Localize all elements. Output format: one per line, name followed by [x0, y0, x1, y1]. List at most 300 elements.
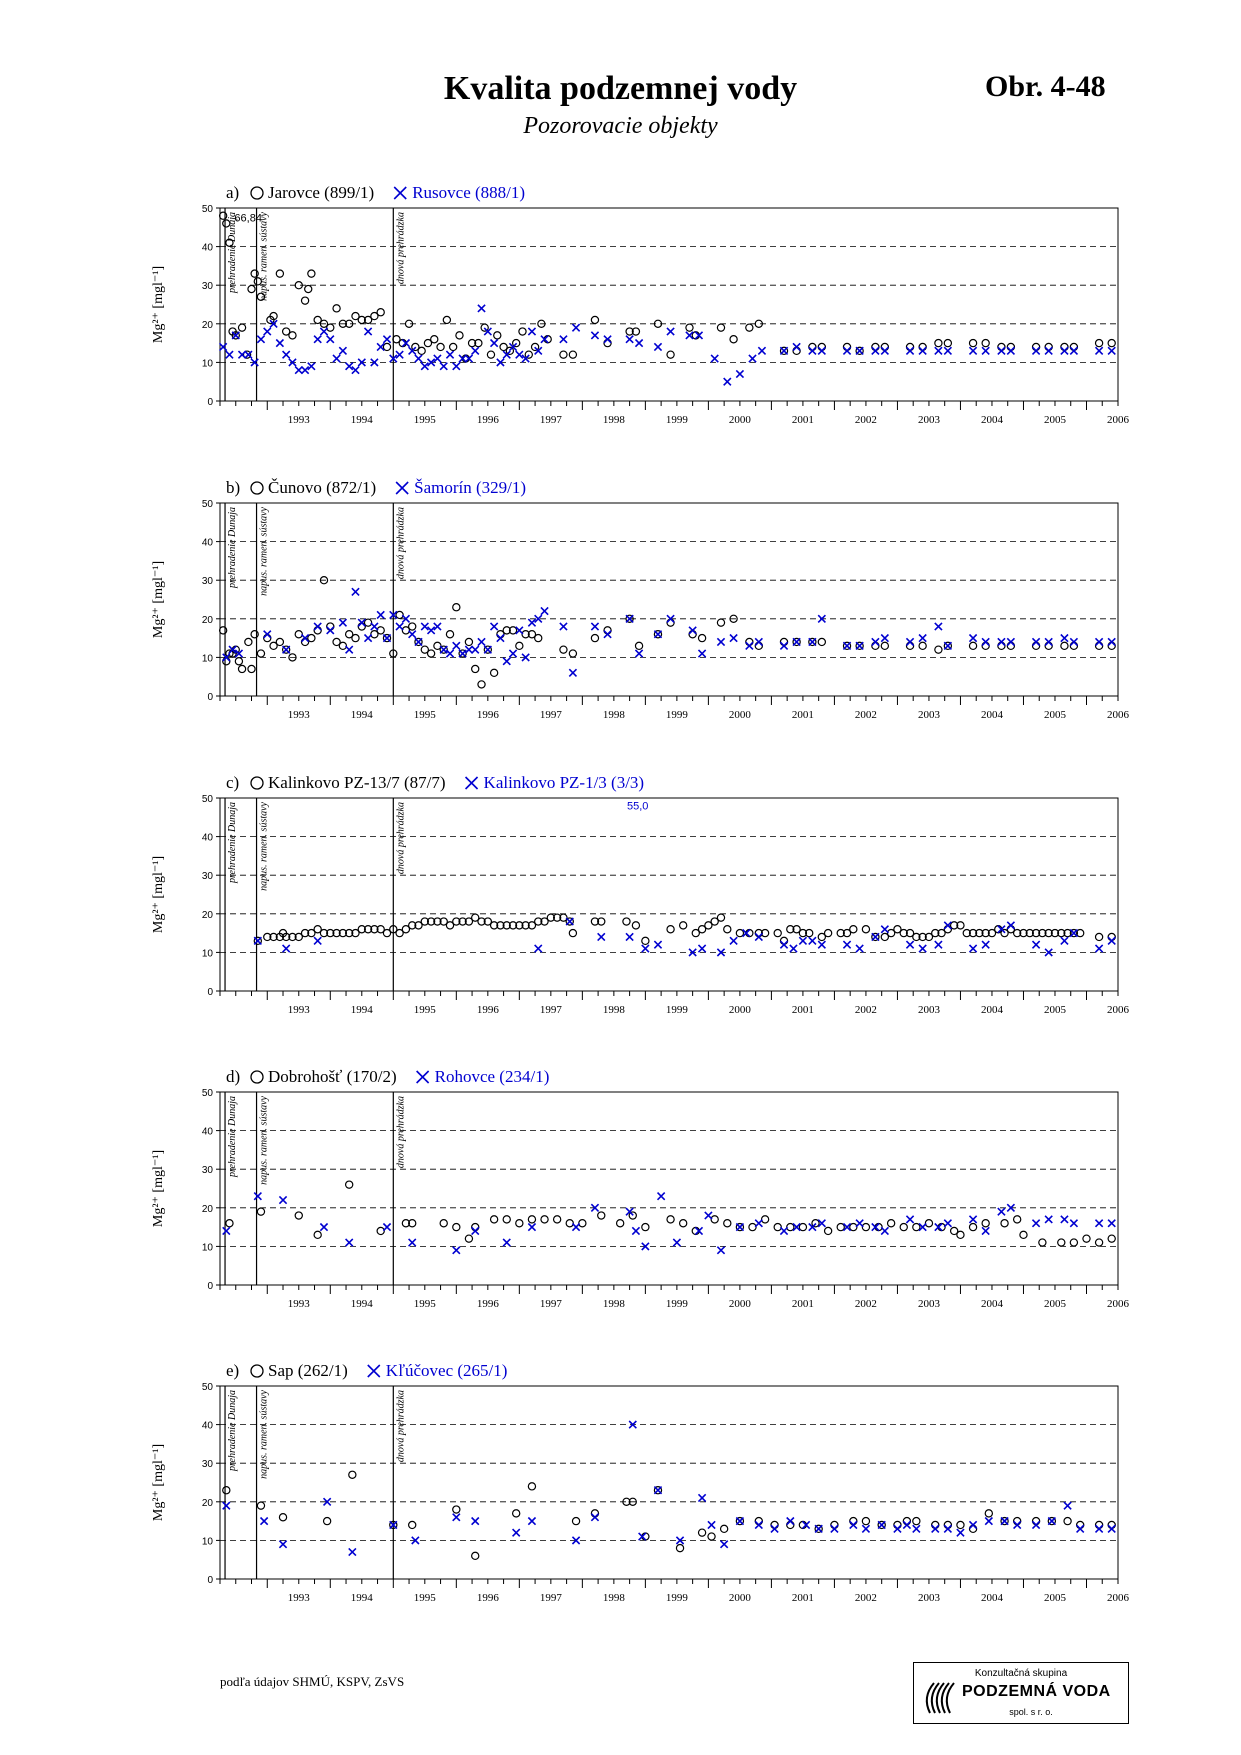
- data-point-x: [396, 351, 403, 358]
- data-point-x: [516, 351, 523, 358]
- data-point-x: [831, 1525, 838, 1532]
- plot-frame: [220, 1092, 1118, 1285]
- data-point-circle: [850, 1518, 857, 1525]
- data-point-circle: [1061, 343, 1068, 350]
- data-point-circle: [944, 1521, 951, 1528]
- data-point-x: [793, 343, 800, 350]
- data-point-x: [1108, 1525, 1115, 1532]
- data-point-x: [598, 933, 605, 940]
- logo-sub-text: spol. s r. o.: [1009, 1707, 1053, 1717]
- data-point-x: [1095, 347, 1102, 354]
- data-point-circle: [535, 635, 542, 642]
- data-point-x: [856, 945, 863, 952]
- data-point-circle: [982, 642, 989, 649]
- y-tick-label: 20: [201, 614, 213, 626]
- data-point-circle: [1007, 642, 1014, 649]
- data-point-x: [440, 646, 447, 653]
- figure-number: Obr. 4-48: [985, 70, 1106, 103]
- data-point-x: [346, 363, 353, 370]
- data-point-circle: [881, 343, 888, 350]
- data-point-circle: [969, 642, 976, 649]
- data-point-circle: [235, 658, 242, 665]
- x-tick-label: 2001: [791, 1298, 814, 1310]
- legend-series-1: Jarovce (899/1): [268, 183, 375, 202]
- data-point-x: [654, 941, 661, 948]
- data-point-x: [535, 945, 542, 952]
- data-point-x: [484, 646, 491, 653]
- legend-series-2: Kľúčovec (265/1): [385, 1361, 508, 1380]
- data-point-circle: [642, 1224, 649, 1231]
- x-tick-label: 1993: [287, 414, 310, 426]
- data-point-x: [339, 347, 346, 354]
- chart-panel-d: [151, 1067, 1130, 1310]
- x-tick-label: 1995: [413, 1592, 436, 1604]
- x-tick-label: 1995: [413, 1004, 436, 1016]
- data-point-circle: [305, 285, 312, 292]
- value-annotation: 66,84: [234, 212, 262, 225]
- data-point-circle: [264, 635, 271, 642]
- data-point-circle: [528, 1216, 535, 1223]
- data-point-circle: [862, 1224, 869, 1231]
- data-point-x: [856, 1220, 863, 1227]
- data-point-circle: [903, 1518, 910, 1525]
- x-tick-label: 2005: [1043, 709, 1066, 721]
- data-point-x: [809, 638, 816, 645]
- data-point-x: [346, 1239, 353, 1246]
- data-point-x: [698, 1494, 705, 1501]
- data-point-circle: [487, 351, 494, 358]
- data-point-circle: [560, 646, 567, 653]
- y-tick-label: 20: [201, 1203, 213, 1215]
- data-point-circle: [1020, 1231, 1027, 1238]
- data-point-circle: [560, 351, 567, 358]
- data-point-circle: [491, 1216, 498, 1223]
- x-tick-label: 1995: [413, 1298, 436, 1310]
- data-point-circle: [957, 1521, 964, 1528]
- data-point-circle: [721, 1525, 728, 1532]
- data-point-x: [635, 650, 642, 657]
- x-tick-label: 1996: [476, 1004, 499, 1016]
- data-point-circle: [226, 1220, 233, 1227]
- panel-label: d): [226, 1067, 241, 1086]
- x-tick-label: 2000: [728, 1298, 751, 1310]
- event-label: dnová prehrádzka: [395, 1096, 407, 1169]
- data-point-circle: [569, 351, 576, 358]
- data-point-x: [472, 1518, 479, 1525]
- x-tick-label: 2001: [791, 1004, 814, 1016]
- data-point-circle: [925, 1220, 932, 1227]
- data-point-circle: [409, 1521, 416, 1528]
- data-point-circle: [598, 1212, 605, 1219]
- data-point-x: [264, 328, 271, 335]
- data-point-x: [906, 638, 913, 645]
- x-tick-label: 1997: [539, 709, 562, 721]
- x-tick-label: 2003: [917, 709, 940, 721]
- data-point-circle: [900, 1224, 907, 1231]
- data-point-x: [635, 340, 642, 347]
- data-point-x: [711, 355, 718, 362]
- data-point-x: [944, 642, 951, 649]
- data-point-x: [352, 588, 359, 595]
- data-point-circle: [591, 316, 598, 323]
- data-point-circle: [1014, 1518, 1021, 1525]
- data-point-x: [872, 933, 879, 940]
- data-point-x: [226, 351, 233, 358]
- data-point-x: [746, 642, 753, 649]
- data-point-circle: [220, 212, 227, 219]
- y-tick-label: 20: [201, 319, 213, 331]
- x-tick-label: 2003: [917, 1298, 940, 1310]
- data-point-circle: [428, 650, 435, 657]
- data-point-x: [257, 336, 264, 343]
- data-point-x: [906, 347, 913, 354]
- data-source-note: podľa údajov SHMÚ, KSPV, ZsVS: [220, 1674, 405, 1689]
- data-point-x: [689, 627, 696, 634]
- data-point-x: [749, 355, 756, 362]
- y-tick-label: 40: [201, 537, 213, 549]
- data-point-circle: [383, 343, 390, 350]
- x-tick-label: 1996: [476, 709, 499, 721]
- data-point-circle: [667, 926, 674, 933]
- data-point-circle: [1095, 1521, 1102, 1528]
- data-point-circle: [850, 926, 857, 933]
- x-tick-label: 2002: [854, 1004, 877, 1016]
- data-point-circle: [708, 1533, 715, 1540]
- data-point-x: [736, 1518, 743, 1525]
- data-point-x: [415, 355, 422, 362]
- y-tick-label: 30: [201, 281, 213, 293]
- data-point-x: [453, 1247, 460, 1254]
- data-point-x: [1007, 638, 1014, 645]
- x-tick-label: 2002: [854, 1298, 877, 1310]
- y-tick-label: 30: [201, 871, 213, 883]
- x-tick-label: 1998: [602, 709, 625, 721]
- data-point-x: [881, 1227, 888, 1234]
- data-point-x: [528, 328, 535, 335]
- legend-series-1: Dobrohošť (170/2): [268, 1067, 397, 1086]
- data-point-x: [1095, 1525, 1102, 1532]
- data-point-x: [944, 347, 951, 354]
- x-tick-label: 2004: [980, 1298, 1003, 1310]
- data-point-x: [472, 646, 479, 653]
- data-point-circle: [604, 340, 611, 347]
- data-point-x: [440, 363, 447, 370]
- data-point-x: [1032, 1220, 1039, 1227]
- data-point-circle: [787, 1224, 794, 1231]
- data-point-circle: [327, 623, 334, 630]
- data-point-x: [626, 933, 633, 940]
- data-point-circle: [642, 937, 649, 944]
- x-tick-label: 2004: [980, 414, 1003, 426]
- data-point-circle: [528, 1483, 535, 1490]
- data-point-circle: [1032, 343, 1039, 350]
- data-point-x: [283, 945, 290, 952]
- data-point-x: [264, 631, 271, 638]
- data-point-x: [1048, 1518, 1055, 1525]
- data-point-circle: [831, 1521, 838, 1528]
- data-point-x: [349, 1548, 356, 1555]
- data-point-circle: [377, 1227, 384, 1234]
- data-point-x: [862, 1525, 869, 1532]
- data-point-circle: [837, 1224, 844, 1231]
- data-point-x: [626, 336, 633, 343]
- data-point-x: [894, 1525, 901, 1532]
- data-point-circle: [1070, 1239, 1077, 1246]
- data-point-circle: [377, 627, 384, 634]
- x-tick-label: 2003: [917, 1004, 940, 1016]
- y-tick-label: 40: [201, 242, 213, 254]
- chart-panel-b: [151, 478, 1130, 721]
- data-point-x: [1095, 945, 1102, 952]
- data-point-x: [935, 941, 942, 948]
- data-point-x: [446, 351, 453, 358]
- value-annotation: 55,0: [627, 800, 649, 813]
- data-point-circle: [888, 1220, 895, 1227]
- x-tick-label: 2002: [854, 709, 877, 721]
- data-point-x: [453, 363, 460, 370]
- x-tick-label: 2001: [791, 709, 814, 721]
- event-label: napus. ramen. sústavy: [258, 1390, 270, 1479]
- data-point-circle: [1039, 1239, 1046, 1246]
- data-point-circle: [1095, 933, 1102, 940]
- data-point-x: [364, 635, 371, 642]
- data-point-x: [434, 623, 441, 630]
- data-point-x: [459, 650, 466, 657]
- data-point-circle: [494, 332, 501, 339]
- data-point-x: [1070, 347, 1077, 354]
- data-point-x: [314, 336, 321, 343]
- data-point-x: [758, 347, 765, 354]
- legend-x-marker: [417, 1071, 429, 1083]
- data-point-circle: [1001, 1220, 1008, 1227]
- data-point-circle: [308, 635, 315, 642]
- data-point-x: [969, 1216, 976, 1223]
- data-point-x: [513, 1529, 520, 1536]
- data-point-x: [982, 1227, 989, 1234]
- data-point-x: [878, 1521, 885, 1528]
- data-point-circle: [604, 627, 611, 634]
- data-point-x: [283, 646, 290, 653]
- x-tick-label: 2004: [980, 709, 1003, 721]
- data-point-circle: [881, 642, 888, 649]
- data-point-x: [818, 941, 825, 948]
- data-point-circle: [913, 1224, 920, 1231]
- data-point-circle: [472, 1224, 479, 1231]
- data-point-circle: [906, 343, 913, 350]
- y-axis-label: Mg²⁺ [mgl⁻¹]: [151, 560, 166, 639]
- chart-panel-a: [151, 183, 1130, 426]
- data-point-circle: [491, 669, 498, 676]
- data-point-circle: [223, 1487, 230, 1494]
- legend-circle-marker: [251, 1365, 263, 1377]
- data-point-x: [736, 370, 743, 377]
- x-tick-label: 2002: [854, 414, 877, 426]
- data-point-x: [238, 351, 245, 358]
- data-point-x: [1064, 1502, 1071, 1509]
- data-point-circle: [251, 631, 258, 638]
- data-point-x: [327, 336, 334, 343]
- x-tick-label: 2000: [728, 1592, 751, 1604]
- data-point-circle: [289, 332, 296, 339]
- data-point-x: [957, 1529, 964, 1536]
- data-point-x: [1001, 1518, 1008, 1525]
- event-label: prehradenie Dunaja: [227, 212, 239, 294]
- data-point-x: [856, 347, 863, 354]
- data-point-x: [932, 1525, 939, 1532]
- data-point-x: [301, 367, 308, 374]
- data-point-circle: [396, 611, 403, 618]
- x-tick-label: 1993: [287, 1004, 310, 1016]
- data-point-circle: [667, 351, 674, 358]
- data-point-x: [982, 941, 989, 948]
- x-tick-label: 2006: [1107, 1592, 1129, 1604]
- data-point-x: [755, 638, 762, 645]
- data-point-circle: [780, 638, 787, 645]
- data-point-x: [1108, 1220, 1115, 1227]
- data-point-x: [566, 918, 573, 925]
- data-point-circle: [935, 340, 942, 347]
- data-point-circle: [969, 340, 976, 347]
- data-point-circle: [453, 1224, 460, 1231]
- data-point-circle: [1108, 933, 1115, 940]
- data-point-circle: [478, 681, 485, 688]
- data-point-x: [569, 669, 576, 676]
- y-tick-label: 10: [201, 358, 213, 370]
- data-point-circle: [541, 1216, 548, 1223]
- data-point-x: [658, 1193, 665, 1200]
- legend-series-2: Rohovce (234/1): [434, 1067, 550, 1086]
- data-point-x: [790, 945, 797, 952]
- data-point-x: [279, 1541, 286, 1548]
- data-point-circle: [352, 635, 359, 642]
- data-point-circle: [635, 642, 642, 649]
- data-point-circle: [566, 1220, 573, 1227]
- data-point-circle: [314, 1231, 321, 1238]
- data-point-circle: [698, 1529, 705, 1536]
- data-point-x: [906, 1216, 913, 1223]
- panel-label: b): [226, 478, 241, 497]
- data-point-circle: [409, 623, 416, 630]
- data-point-circle: [717, 324, 724, 331]
- data-point-circle: [1064, 1518, 1071, 1525]
- data-point-x: [673, 1239, 680, 1246]
- event-label: napus. ramen. sústavy: [258, 802, 270, 891]
- data-point-x: [799, 937, 806, 944]
- legend-circle-marker: [251, 1071, 263, 1083]
- data-point-circle: [623, 918, 630, 925]
- data-point-x: [591, 623, 598, 630]
- event-label: napus. ramen. sústavy: [258, 1096, 270, 1185]
- data-point-circle: [935, 646, 942, 653]
- data-point-x: [698, 650, 705, 657]
- y-tick-label: 50: [201, 204, 213, 215]
- y-tick-label: 10: [201, 1536, 213, 1548]
- legend-x-marker: [396, 482, 408, 494]
- data-point-x: [919, 945, 926, 952]
- y-axis-label: Mg²⁺ [mgl⁻¹]: [151, 855, 166, 934]
- data-point-x: [771, 1525, 778, 1532]
- x-tick-label: 1999: [665, 1298, 688, 1310]
- y-tick-label: 40: [201, 1126, 213, 1138]
- data-point-circle: [680, 1220, 687, 1227]
- data-point-circle: [1108, 642, 1115, 649]
- data-point-circle: [969, 1525, 976, 1532]
- data-point-x: [755, 1220, 762, 1227]
- data-point-x: [1032, 941, 1039, 948]
- data-point-circle: [572, 1518, 579, 1525]
- x-tick-label: 1995: [413, 414, 436, 426]
- data-point-circle: [456, 332, 463, 339]
- y-tick-label: 50: [201, 1382, 213, 1393]
- x-tick-label: 2006: [1107, 414, 1129, 426]
- x-tick-label: 1997: [539, 1592, 562, 1604]
- data-point-x: [295, 367, 302, 374]
- data-point-x: [818, 347, 825, 354]
- data-point-circle: [591, 635, 598, 642]
- data-point-circle: [248, 285, 255, 292]
- data-point-x: [1108, 347, 1115, 354]
- data-point-x: [352, 367, 359, 374]
- data-point-x: [339, 619, 346, 626]
- data-point-x: [903, 1521, 910, 1528]
- data-point-x: [780, 642, 787, 649]
- data-point-x: [906, 941, 913, 948]
- data-point-x: [1061, 635, 1068, 642]
- data-point-circle: [295, 631, 302, 638]
- data-point-circle: [364, 619, 371, 626]
- data-point-circle: [906, 642, 913, 649]
- x-tick-label: 1994: [350, 1592, 373, 1604]
- event-label: dnová prehrádzka: [395, 212, 407, 285]
- data-point-x: [985, 1518, 992, 1525]
- data-point-x: [560, 336, 567, 343]
- data-point-x: [383, 1224, 390, 1231]
- x-tick-label: 1993: [287, 709, 310, 721]
- legend-circle-marker: [251, 777, 263, 789]
- data-point-circle: [998, 642, 1005, 649]
- data-point-x: [998, 1208, 1005, 1215]
- data-point-circle: [799, 1224, 806, 1231]
- data-point-x: [1007, 922, 1014, 929]
- event-label: dnová prehrádzka: [395, 1390, 407, 1463]
- chart-panel-e: [151, 1361, 1130, 1604]
- data-point-circle: [774, 930, 781, 937]
- data-point-circle: [569, 930, 576, 937]
- data-point-circle: [780, 937, 787, 944]
- data-point-x: [881, 926, 888, 933]
- legend-series-1: Kalinkovo PZ-13/7 (87/7): [268, 773, 446, 792]
- data-point-circle: [569, 650, 576, 657]
- data-point-x: [415, 638, 422, 645]
- x-tick-label: 1997: [539, 1298, 562, 1310]
- data-point-circle: [686, 324, 693, 331]
- data-point-circle: [472, 665, 479, 672]
- x-tick-label: 2001: [791, 1592, 814, 1604]
- data-point-x: [1045, 1216, 1052, 1223]
- x-tick-label: 2005: [1043, 1004, 1066, 1016]
- data-point-circle: [276, 638, 283, 645]
- data-point-x: [1032, 347, 1039, 354]
- data-point-circle: [327, 324, 334, 331]
- data-point-circle: [985, 1510, 992, 1517]
- x-tick-label: 1994: [350, 1298, 373, 1310]
- data-point-circle: [698, 635, 705, 642]
- data-point-x: [724, 378, 731, 385]
- data-point-circle: [825, 930, 832, 937]
- data-point-circle: [771, 1521, 778, 1528]
- data-point-circle: [774, 1224, 781, 1231]
- data-point-x: [497, 635, 504, 642]
